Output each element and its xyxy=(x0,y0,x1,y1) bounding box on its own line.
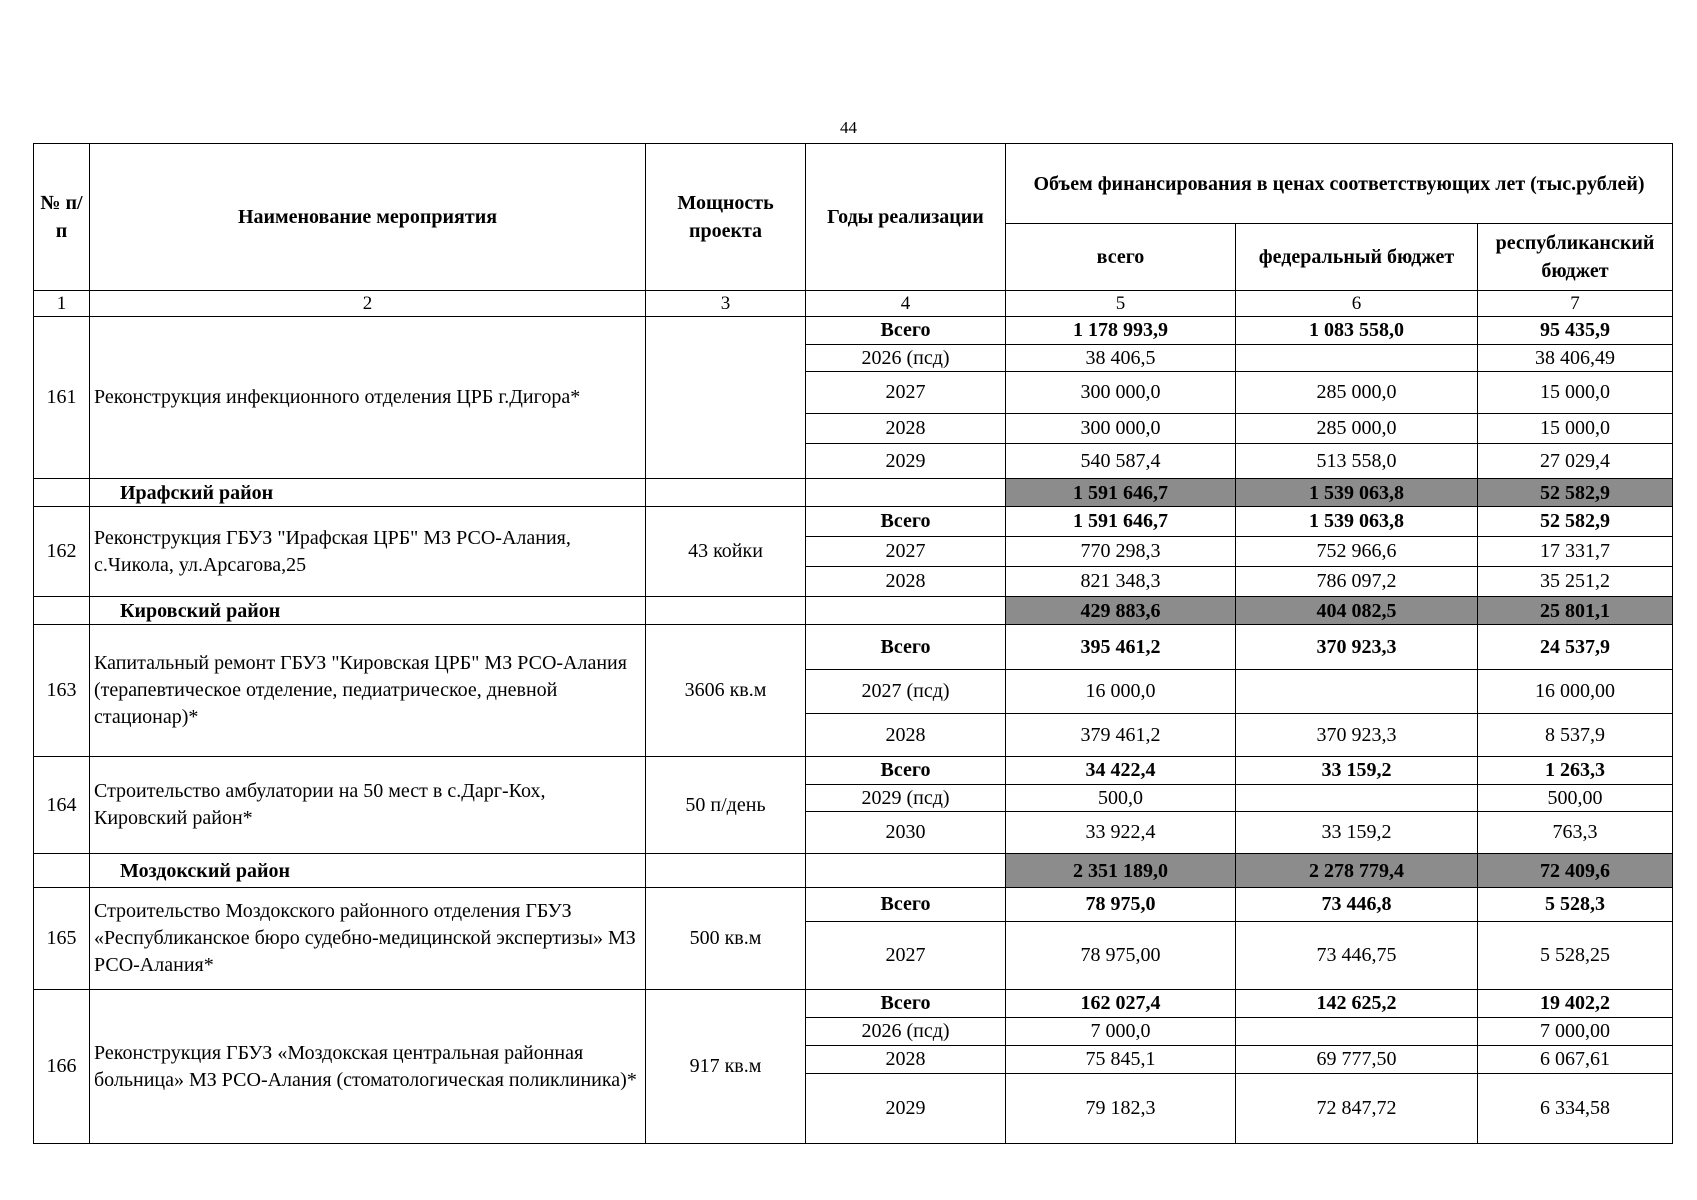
row-number: 165 xyxy=(34,888,90,990)
year-cell: 2028 xyxy=(806,714,1006,757)
district-republic: 72 409,6 xyxy=(1478,854,1673,888)
republic-cell: 5 528,25 xyxy=(1478,922,1673,990)
republic-cell: 27 029,4 xyxy=(1478,444,1673,479)
header-capacity: Мощность проекта xyxy=(646,144,806,291)
district-total: 429 883,6 xyxy=(1006,597,1236,625)
total-cell: 500,0 xyxy=(1006,785,1236,812)
federal-cell xyxy=(1236,785,1478,812)
project-name: Реконструкция ГБУЗ «Моздокская центральная районная больница» МЗ РСО-Алания (стоматологическая поликлиника)* xyxy=(90,990,646,1144)
district-years-cell xyxy=(806,597,1006,625)
project-capacity: 917 кв.м xyxy=(646,990,806,1144)
total-cell: 1 591 646,7 xyxy=(1006,507,1236,537)
district-republic: 25 801,1 xyxy=(1478,597,1673,625)
page-number: 44 xyxy=(840,118,857,137)
federal-cell: 73 446,8 xyxy=(1236,888,1478,922)
table-row xyxy=(34,507,1673,537)
row-number: 163 xyxy=(34,625,90,757)
row-number: 166 xyxy=(34,990,90,1144)
year-cell: 2028 xyxy=(806,1046,1006,1074)
republic-cell: 24 537,9 xyxy=(1478,625,1673,670)
year-cell: 2027 xyxy=(806,922,1006,990)
header-funding: Объем финансирования в ценах соответствующих лет (тыс.рублей) xyxy=(1006,144,1673,224)
total-cell: 379 461,2 xyxy=(1006,714,1236,757)
row-number: 164 xyxy=(34,757,90,854)
republic-cell: 38 406,49 xyxy=(1478,345,1673,372)
republic-cell: 763,3 xyxy=(1478,812,1673,854)
district-total: 1 591 646,7 xyxy=(1006,479,1236,507)
federal-cell: 752 966,6 xyxy=(1236,537,1478,567)
republic-cell: 15 000,0 xyxy=(1478,372,1673,414)
federal-cell: 786 097,2 xyxy=(1236,567,1478,597)
total-cell: 395 461,2 xyxy=(1006,625,1236,670)
federal-cell: 1 083 558,0 xyxy=(1236,317,1478,345)
total-cell: 300 000,0 xyxy=(1006,372,1236,414)
total-cell: 821 348,3 xyxy=(1006,567,1236,597)
total-cell: 7 000,0 xyxy=(1006,1018,1236,1046)
header-republic: республиканский бюджет xyxy=(1478,224,1673,291)
federal-cell: 142 625,2 xyxy=(1236,990,1478,1018)
year-cell: 2029 xyxy=(806,1074,1006,1144)
federal-cell xyxy=(1236,670,1478,714)
republic-cell: 35 251,2 xyxy=(1478,567,1673,597)
district-years-cell xyxy=(806,479,1006,507)
year-cell: 2027 xyxy=(806,372,1006,414)
total-cell: 300 000,0 xyxy=(1006,414,1236,444)
district-name: Моздокский район xyxy=(90,854,646,888)
federal-cell: 69 777,50 xyxy=(1236,1046,1478,1074)
total-cell: 1 178 993,9 xyxy=(1006,317,1236,345)
year-cell: Всего xyxy=(806,888,1006,922)
row-number: 162 xyxy=(34,507,90,597)
project-name: Реконструкция ГБУЗ "Ирафская ЦРБ" МЗ РСО-Алания, с.Чикола, ул.Арсагова,25 xyxy=(90,507,646,597)
federal-cell: 1 539 063,8 xyxy=(1236,507,1478,537)
year-cell: 2027 xyxy=(806,537,1006,567)
column-index-cell: 6 xyxy=(1236,291,1478,317)
republic-cell: 7 000,00 xyxy=(1478,1018,1673,1046)
republic-cell: 16 000,00 xyxy=(1478,670,1673,714)
district-name: Кировский район xyxy=(90,597,646,625)
year-cell: 2027 (псд) xyxy=(806,670,1006,714)
column-index-row xyxy=(34,291,1673,317)
column-index-cell: 4 xyxy=(806,291,1006,317)
funding-table xyxy=(33,143,1673,1144)
year-cell: Всего xyxy=(806,990,1006,1018)
federal-cell: 370 923,3 xyxy=(1236,625,1478,670)
federal-cell: 513 558,0 xyxy=(1236,444,1478,479)
year-cell: 2026 (псд) xyxy=(806,345,1006,372)
header-name: Наименование мероприятия xyxy=(90,144,646,291)
column-index-cell: 2 xyxy=(90,291,646,317)
table-row xyxy=(34,625,1673,670)
republic-cell: 52 582,9 xyxy=(1478,507,1673,537)
district-federal: 404 082,5 xyxy=(1236,597,1478,625)
district-federal: 1 539 063,8 xyxy=(1236,479,1478,507)
federal-cell: 72 847,72 xyxy=(1236,1074,1478,1144)
header-years: Годы реализации xyxy=(806,144,1006,291)
district-total: 2 351 189,0 xyxy=(1006,854,1236,888)
table-row xyxy=(34,317,1673,345)
column-index-cell: 1 xyxy=(34,291,90,317)
column-index-cell: 7 xyxy=(1478,291,1673,317)
total-cell: 79 182,3 xyxy=(1006,1074,1236,1144)
row-number: 161 xyxy=(34,317,90,479)
column-index-cell: 5 xyxy=(1006,291,1236,317)
republic-cell: 19 402,2 xyxy=(1478,990,1673,1018)
table-row xyxy=(34,888,1673,922)
district-row xyxy=(34,597,1673,625)
project-name: Строительство амбулатории на 50 мест в с.Дарг-Кох, Кировский район* xyxy=(90,757,646,854)
district-republic: 52 582,9 xyxy=(1478,479,1673,507)
republic-cell: 1 263,3 xyxy=(1478,757,1673,785)
republic-cell: 8 537,9 xyxy=(1478,714,1673,757)
year-cell: Всего xyxy=(806,757,1006,785)
republic-cell: 15 000,0 xyxy=(1478,414,1673,444)
year-cell: Всего xyxy=(806,625,1006,670)
total-cell: 78 975,00 xyxy=(1006,922,1236,990)
federal-cell: 285 000,0 xyxy=(1236,414,1478,444)
project-capacity: 3606 кв.м xyxy=(646,625,806,757)
district-capacity-cell xyxy=(646,854,806,888)
district-num-cell xyxy=(34,479,90,507)
federal-cell: 33 159,2 xyxy=(1236,757,1478,785)
project-name: Строительство Моздокского районного отделения ГБУЗ «Республиканское бюро судебно-медицинской экспертизы» МЗ РСО-Алания* xyxy=(90,888,646,990)
district-federal: 2 278 779,4 xyxy=(1236,854,1478,888)
federal-cell: 33 159,2 xyxy=(1236,812,1478,854)
federal-cell: 285 000,0 xyxy=(1236,372,1478,414)
district-years-cell xyxy=(806,854,1006,888)
project-name: Реконструкция инфекционного отделения ЦРБ г.Дигора* xyxy=(90,317,646,479)
district-name: Ирафский район xyxy=(90,479,646,507)
total-cell: 770 298,3 xyxy=(1006,537,1236,567)
header-total: всего xyxy=(1006,224,1236,291)
republic-cell: 500,00 xyxy=(1478,785,1673,812)
district-num-cell xyxy=(34,597,90,625)
header-num: № п/п xyxy=(34,144,90,291)
federal-cell: 73 446,75 xyxy=(1236,922,1478,990)
total-cell: 162 027,4 xyxy=(1006,990,1236,1018)
total-cell: 38 406,5 xyxy=(1006,345,1236,372)
federal-cell xyxy=(1236,345,1478,372)
header-federal: федеральный бюджет xyxy=(1236,224,1478,291)
district-capacity-cell xyxy=(646,479,806,507)
total-cell: 78 975,0 xyxy=(1006,888,1236,922)
district-capacity-cell xyxy=(646,597,806,625)
year-cell: 2028 xyxy=(806,567,1006,597)
total-cell: 33 922,4 xyxy=(1006,812,1236,854)
republic-cell: 6 067,61 xyxy=(1478,1046,1673,1074)
year-cell: Всего xyxy=(806,317,1006,345)
year-cell: 2029 xyxy=(806,444,1006,479)
district-num-cell xyxy=(34,854,90,888)
project-capacity: 50 п/день xyxy=(646,757,806,854)
total-cell: 16 000,0 xyxy=(1006,670,1236,714)
year-cell: Всего xyxy=(806,507,1006,537)
republic-cell: 5 528,3 xyxy=(1478,888,1673,922)
table-row xyxy=(34,990,1673,1018)
project-capacity: 500 кв.м xyxy=(646,888,806,990)
year-cell: 2030 xyxy=(806,812,1006,854)
district-row xyxy=(34,854,1673,888)
republic-cell: 17 331,7 xyxy=(1478,537,1673,567)
district-row xyxy=(34,479,1673,507)
total-cell: 75 845,1 xyxy=(1006,1046,1236,1074)
funding-table-container xyxy=(33,143,1672,1156)
year-cell: 2029 (псд) xyxy=(806,785,1006,812)
total-cell: 34 422,4 xyxy=(1006,757,1236,785)
project-capacity xyxy=(646,317,806,479)
federal-cell: 370 923,3 xyxy=(1236,714,1478,757)
republic-cell: 6 334,58 xyxy=(1478,1074,1673,1144)
project-capacity: 43 койки xyxy=(646,507,806,597)
year-cell: 2026 (псд) xyxy=(806,1018,1006,1046)
republic-cell: 95 435,9 xyxy=(1478,317,1673,345)
column-index-cell: 3 xyxy=(646,291,806,317)
year-cell: 2028 xyxy=(806,414,1006,444)
federal-cell xyxy=(1236,1018,1478,1046)
project-name: Капитальный ремонт ГБУЗ "Кировская ЦРБ" МЗ РСО-Алания (терапевтическое отделение, педиатрическое, дневной стационар)* xyxy=(90,625,646,757)
table-row xyxy=(34,757,1673,785)
total-cell: 540 587,4 xyxy=(1006,444,1236,479)
